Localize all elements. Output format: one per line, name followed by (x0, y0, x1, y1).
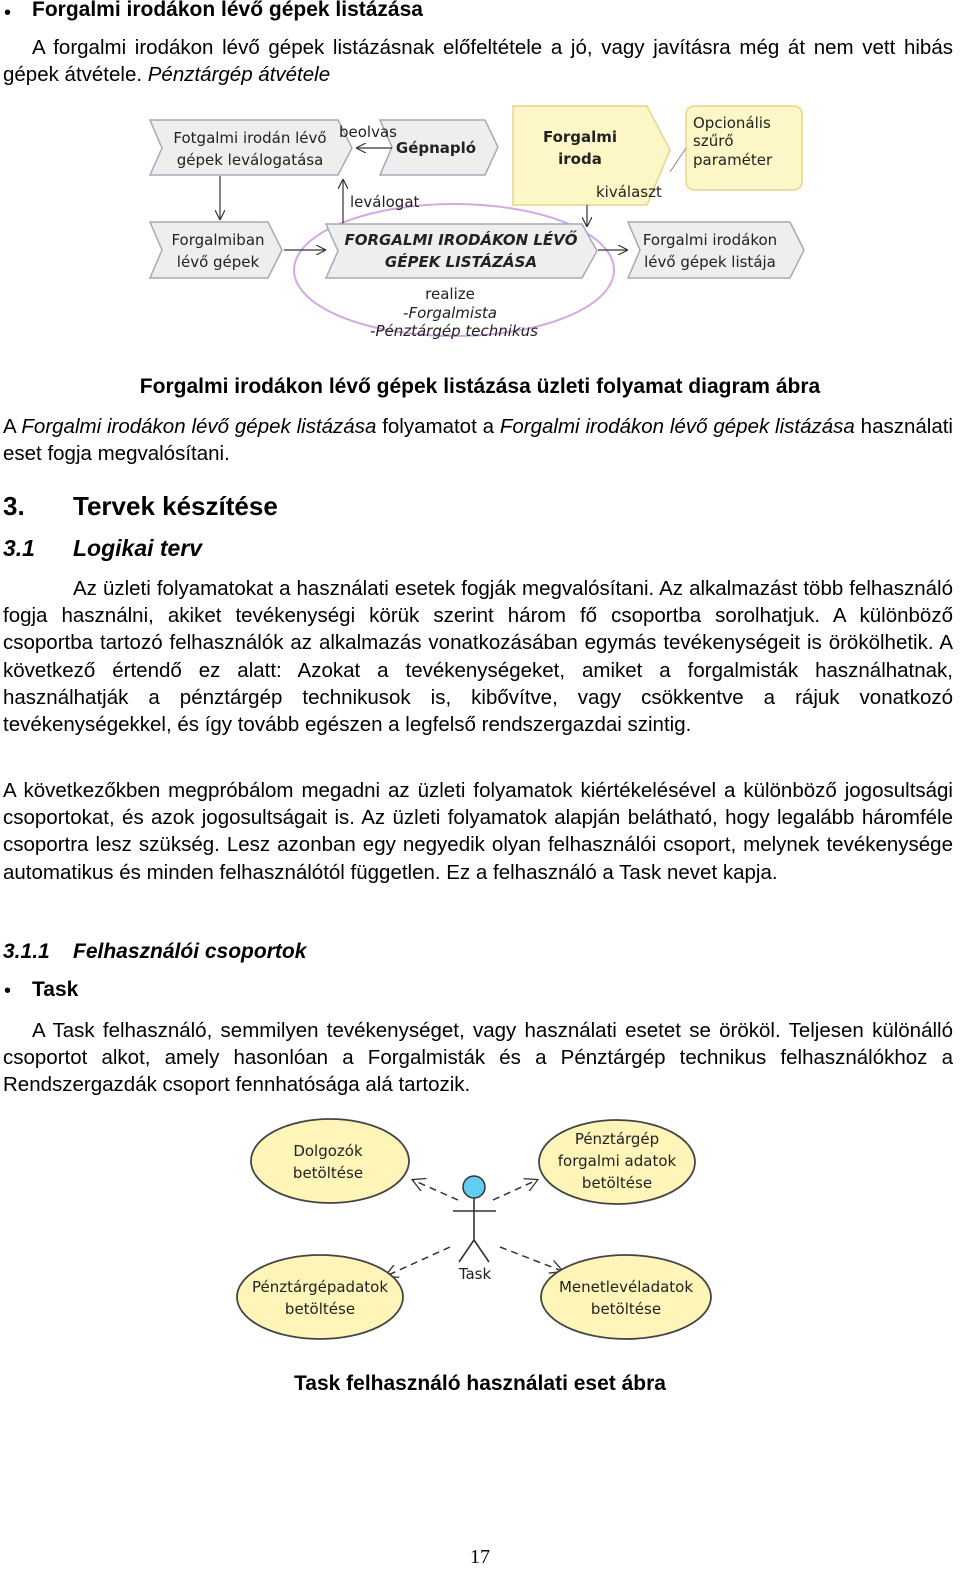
usecase-penztargepadatok (237, 1255, 403, 1339)
use-case-diagram (230, 1110, 720, 1340)
box-opcionalis-line3: paraméter (693, 151, 773, 169)
section-title: Forgalmi irodákon lévő gépek listázása (32, 0, 423, 21)
heading-311-text: Felhasználói csoportok (73, 940, 307, 963)
actor-head (463, 1176, 485, 1198)
intro-link-text: Pénztárgép átvétele (147, 63, 331, 87)
usecase-penztargep-line3: betöltése (581, 1174, 653, 1192)
bullet-task-label: Task (32, 978, 79, 1001)
realize-paragraph (3, 413, 953, 467)
page-number: 17 (470, 1546, 490, 1568)
intro-paragraph (3, 34, 953, 88)
dep-penztargep (493, 1180, 537, 1200)
heading-3-text: Tervek készítése (73, 491, 278, 521)
process-title-line1: FORGALMI IRODÁKON LÉVŐ (344, 231, 578, 249)
realize-line3: -Pénztárgép technikus (370, 322, 538, 340)
actor-task-figure (453, 1176, 496, 1262)
box-left-top-line2: gépek leválogatása (176, 151, 324, 169)
heading-31-number: 3.1 (3, 535, 35, 561)
heading-311-number: 3.1.1 (3, 940, 50, 963)
usecase-penztargep-line2: forgalmi adatok (557, 1152, 677, 1170)
heading-31-text: Logikai terv (73, 535, 203, 561)
bullet-dot-task: • (4, 980, 12, 1002)
intro-text: A forgalmi irodákon lévő gépek listázásnak előfeltétele a jó, vagy javításra még át nem vett hibás gépek átvétele. (3, 36, 953, 87)
box-opcionalis-line2: szűrő (693, 132, 734, 150)
realize-line2: -Forgalmista (403, 304, 497, 322)
realize-line1: realize (425, 285, 475, 303)
box-left-top-line1: Fotgalmi irodán lévő (173, 129, 327, 147)
label-kivalaszt: kiválaszt (596, 183, 662, 201)
box-forgalmi-iroda-line1: Forgalmi (542, 128, 618, 146)
realize-ital-1: Forgalmi irodákon lévő gépek listázása (21, 415, 377, 438)
process-title-line2: GÉPEK LISTÁZÁSA (384, 253, 538, 271)
realize-text-a: A (3, 415, 22, 438)
usecase-dolgozok-line1: Dolgozók (293, 1142, 363, 1160)
business-process-diagram (140, 100, 820, 345)
connector-opcionalis (670, 148, 686, 172)
diagram2-caption: Task felhasználó használati eset ábra (294, 1372, 666, 1395)
realize-ital-2: Forgalmi irodákon lévő gépek listázása (499, 415, 855, 438)
box-gepnaplo-label: Gépnapló (395, 139, 477, 157)
box-forgalmiban-line1: Forgalmiban (171, 231, 265, 249)
usecase-menetlevel-line1: Menetlevéladatok (558, 1278, 694, 1296)
label-levalogat: leválogat (350, 193, 420, 211)
actor-label: Task (458, 1265, 492, 1283)
box-lista-line2: lévő gépek listája (644, 253, 776, 271)
paragraph-3: A Task felhasználó, semmilyen tevékenységet, vagy használati esetet se örököl. Teljesen különálló csoportot alkot, amely hasonlóan a Forgalmisták és a Pénztárgép technikus felhasználókhoz a Rendszergazdák csoport fennhatósága alá tartozik. (3, 1019, 953, 1097)
realize-text-b: folyamatot a (376, 415, 500, 438)
usecase-dolgozok-line2: betöltése (292, 1164, 364, 1182)
heading-3-number: 3. (3, 491, 25, 521)
usecase-menetlevel (541, 1255, 711, 1339)
box-forgalmiban-line2: lévő gépek (176, 253, 260, 271)
bullet-dot: • (4, 2, 12, 24)
dep-penztargepadatok (386, 1247, 450, 1276)
label-beolvas: beolvas (339, 123, 397, 141)
diagram1-caption: Forgalmi irodákon lévő gépek listázása üzleti folyamat diagram ábra (139, 375, 821, 398)
paragraph-2: A következőkben megpróbálom megadni az üzleti folyamatok kiértékelésével a különböző jogosultsági csoportokat, és azok jogosultságait is. Az üzleti folyamatok alapján belátható, hogy legalább háromféle csoportra lesz szükség. Lesz azonban egy negyedik olyan felhasználói csoport, melynek tevékenysége automatikus és minden felhasználótól független. Ez a felhasználó a Task nevet kapja. (3, 779, 953, 884)
box-opcionalis-line1: Opcionális (693, 114, 771, 132)
dep-dolgozok (413, 1180, 458, 1200)
paragraph-1: Az üzleti folyamatokat a használati esetek fogják megvalósítani. Az alkalmazást több felhasználó fogja használni, akiket tevékenységi körük szerint három fő csoportba sorolhatjuk. A különböző csoportba tartozó felhasználók az alkalmazás vonatkozásában egymás tevékenységeit is örökölhetik. A következő értendő ez alatt: Azokat a tevékenységeket, amiket a forgalmisták használhatnak, használhatják a pénztárgép technikusok is, kibővítve, vagy csökkentve a rájuk vonatkozó tevékenységekkel, és így tovább egészen a legfelső rendszergazdai szintig. (3, 577, 953, 737)
usecase-dolgozok (251, 1119, 409, 1203)
usecase-penztargepadatok-line1: Pénztárgépadatok (251, 1278, 389, 1296)
usecase-penztargep-line1: Pénztárgép (574, 1130, 660, 1148)
realize-text-c: használati eset fogja megvalósítani. (3, 415, 953, 466)
usecase-menetlevel-line2: betöltése (590, 1300, 662, 1318)
box-forgalmi-iroda-line2: iroda (558, 150, 602, 168)
box-lista-line1: Forgalmi irodákon (642, 231, 778, 249)
dep-menetlevel (500, 1247, 562, 1271)
usecase-penztargepadatok-line2: betöltése (284, 1300, 356, 1318)
